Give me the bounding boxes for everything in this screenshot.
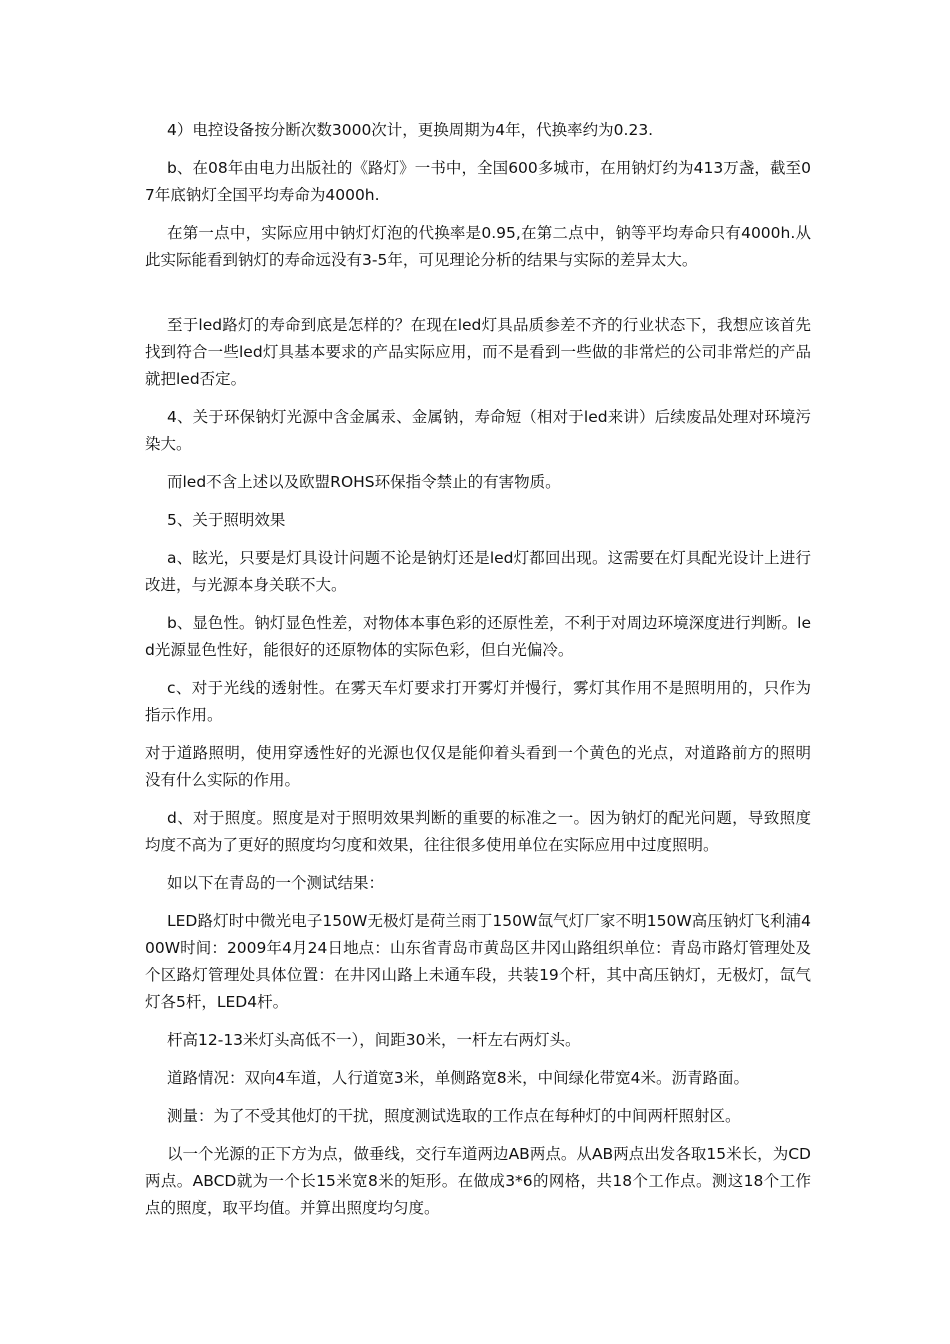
paragraph-transmission: c、对于光线的透射性。在雾天车灯要求打开雾灯并慢行，雾灯其作用不是照明用的，只作为指示作用。 — [145, 679, 811, 724]
paragraph-road-lighting: 对于道路照明，使用穿透性好的光源也仅仅是能仰着头看到一个黄色的光点，对道路前方的照明没有什么实际的作用。 — [145, 744, 811, 789]
paragraph-3: 在第一点中，实际应用中钠灯灯泡的代换率是0.95,在第二点中，钠等平均寿命只有4000h.从此实际能看到钠灯的寿命远没有3-5年，可见理论分析的结果与实际的差异太大。 — [145, 224, 811, 269]
paragraph-road-conditions: 道路情况：双向4车道，人行道宽3米，单侧路宽8米，中间绿化带宽4米。沥青路面。 — [167, 1069, 749, 1087]
paragraph-illuminance: d、对于照度。照度是对于照明效果判断的重要的标准之一。因为钠灯的配光问题，导致照度均度不高为了更好的照度均匀度和效果，往往很多使用单位在实际应用中过度照明。 — [145, 809, 811, 854]
paragraph-pole-height: 杆高12-13米灯头高低不一），间距30米，一杆左右两灯头。 — [167, 1031, 581, 1049]
paragraph-6: 而led不含上述以及欧盟ROHS环保指令禁止的有害物质。 — [167, 473, 561, 491]
paragraph-measurement: 测量：为了不受其他灯的干扰，照度测试选取的工作点在每种灯的中间两杆照射区。 — [167, 1107, 741, 1125]
section-heading-lighting: 5、关于照明效果 — [167, 511, 286, 529]
paragraph-color-rendering: b、显色性。钠灯显色性差，对物体本事色彩的还原性差，不利于对周边环境深度进行判断。led光源显色性好，能很好的还原物体的实际色彩，但白光偏冷。 — [145, 614, 811, 659]
paragraph-test-intro: 如以下在青岛的一个测试结果： — [167, 874, 385, 892]
paragraph-5: 4、关于环保钠灯光源中含金属汞、金属钠，寿命短（相对于led来讲）后续废品处理对环境污染大。 — [145, 408, 811, 453]
paragraph-2: b、在08年由电力出版社的《路灯》一书中，全国600多城市，在用钠灯约为413万盏，截至07年底钠灯全国平均寿命为4000h. — [145, 159, 811, 204]
paragraph-glare: a、眩光，只要是灯具设计问题不论是钠灯还是led灯都回出现。这需要在灯具配光设计上进行改进，与光源本身关联不大。 — [145, 549, 811, 594]
paragraph-method: 以一个光源的正下方为点，做垂线，交行车道两边AB两点。从AB两点出发各取15米长，为CD两点。ABCD就为一个长15米宽8米的矩形。在做成3*6的网格，共18个工作点。测这18个工作点的照度，取平均值。并算出照度均匀度。 — [145, 1145, 811, 1217]
paragraph-4: 至于led路灯的寿命到底是怎样的？在现在led灯具品质参差不齐的行业状态下，我想应该首先找到符合一些led灯具基本要求的产品实际应用，而不是看到一些做的非常烂的公司非常烂的产品就把led否定。 — [145, 316, 811, 388]
paragraph-spacer — [145, 285, 811, 312]
paragraph-test-details: LED路灯时中微光电子150W无极灯是荷兰雨丁150W氙气灯厂家不明150W高压钠灯飞利浦400W时间：2009年4月24日地点：山东省青岛市黄岛区井冈山路组织单位：青岛市路灯管理处及个区路灯管理处具体位置：在井冈山路上未通车段，共装19个杆，其中高压钠灯，无极灯，氙气灯各5杆，LED4杆。 — [145, 912, 811, 1011]
document-body — [145, 117, 811, 1233]
paragraph-1: 4）电控设备按分断次数3000次计，更换周期为4年，代换率约为0.23. — [167, 121, 654, 139]
